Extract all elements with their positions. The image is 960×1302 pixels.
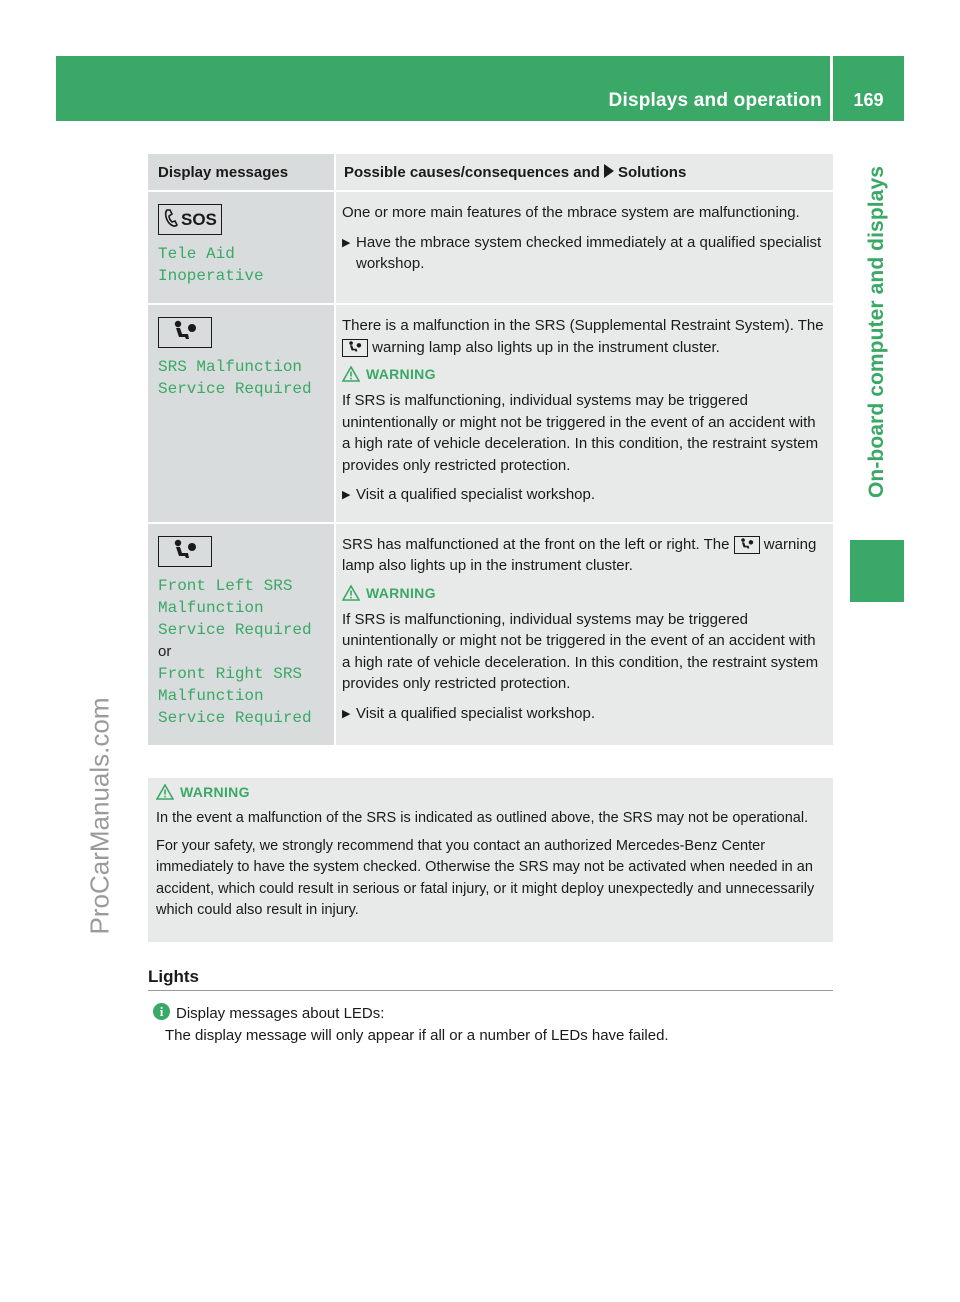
header-divider [830, 56, 833, 121]
display-messages-table [148, 154, 833, 747]
info-note [148, 1003, 833, 1047]
info-text-line: The display message will only appear if all or a number of LEDs have failed. [165, 1027, 669, 1044]
info-text-line: Display messages about LEDs: [176, 1005, 385, 1022]
sos-icon-label: SOS [181, 210, 217, 229]
cause-text-post: warning lamp also lights up in the instrument cluster. [372, 338, 720, 356]
solutions-arrow-icon [604, 164, 614, 178]
srs-warning-lamp-icon [158, 317, 212, 348]
warning-heading [342, 366, 827, 382]
warning-paragraph: For your safety, we strongly recommend that you contact an authorized Mercedes-Benz Center immediately to have the system checked. Otherwise the SRS may not be activated when needed in an accident, which could result in serious or fatal injury, or it might deploy unexpectedly and unnecessarily which could also result in injury. [156, 837, 815, 918]
display-message-line: Inoperative [158, 267, 264, 285]
step-arrow-icon: ▶ [342, 707, 351, 720]
table-row [148, 305, 833, 524]
warning-label: WARNING [180, 784, 250, 800]
warning-paragraph: In the event a malfunction of the SRS is indicated as outlined above, the SRS may not be operational. [156, 810, 809, 826]
col-causes-header-pre: Possible causes/consequences and [344, 164, 600, 181]
section-divider [148, 990, 833, 991]
srs-warning-lamp-icon [158, 536, 212, 567]
warning-label: WARNING [366, 366, 436, 382]
warning-triangle-icon [342, 366, 360, 382]
cause-text: One or more main features of the mbrace system are malfunctioning. [342, 204, 800, 221]
col-causes-header [336, 154, 833, 190]
side-marker-block [850, 540, 904, 602]
side-chapter-title: On-board computer and displays [865, 165, 888, 499]
cause-text [342, 534, 827, 577]
warning-triangle-icon [156, 784, 174, 800]
srs-warning-box [148, 778, 833, 942]
or-text: or [158, 642, 172, 660]
table-row [148, 524, 833, 747]
solution-step [342, 484, 827, 506]
causes-cell [336, 524, 833, 745]
info-icon: i [153, 1003, 170, 1020]
display-message-line: Service Required [158, 708, 312, 727]
display-message-line: SRS Malfunction [158, 358, 303, 376]
cause-text-pre: SRS has malfunctioned at the front on the left or right. The [342, 535, 730, 553]
display-message-cell [148, 524, 334, 745]
display-message-line: Front Right SRS [158, 664, 303, 683]
cause-text-pre: There is a malfunction in the SRS (Supplemental Restraint System). The [342, 317, 824, 334]
sos-phone-icon [158, 204, 222, 235]
display-message-cell [148, 192, 334, 303]
table-header-row [148, 154, 833, 192]
causes-cell [336, 305, 833, 522]
display-message-line: Malfunction [158, 686, 264, 705]
display-message-line: Malfunction [158, 598, 264, 617]
warning-text: If SRS is malfunctioning, individual systems may be triggered unintentionally or might not be triggered in the event of an accident with a high rate of vehicle deceleration. In this condition, the restraint system provides only restricted protection. [342, 392, 819, 474]
watermark: ProCarManuals.com [84, 697, 115, 935]
step-arrow-icon: ▶ [342, 489, 351, 501]
warning-text: If SRS is malfunctioning, individual systems may be triggered unintentionally or might not be triggered in the event of an accident with a high rate of vehicle deceleration. In this condition, the restraint system provides only restricted protection. [342, 610, 819, 692]
srs-warning-lamp-icon [734, 536, 760, 554]
display-message-line: Tele Aid [158, 245, 235, 263]
solution-step [342, 703, 827, 725]
cause-text-post: warning lamp also lights up in the instrument cluster. [342, 535, 817, 574]
col-causes-header-post: Solutions [617, 164, 687, 181]
warning-heading [342, 585, 827, 601]
page-section-title: Displays and operation [608, 90, 822, 111]
warning-triangle-icon [342, 585, 360, 601]
display-message-line: Service Required [158, 620, 312, 639]
lights-heading: Lights [148, 967, 199, 986]
display-message-line: Service Required [158, 380, 312, 398]
causes-cell [336, 192, 833, 303]
step-arrow-icon: ▶ [342, 236, 351, 249]
page-number: 169 [853, 90, 884, 110]
solution-step [342, 232, 827, 275]
warning-heading [156, 784, 825, 800]
col-display-messages-header: Display messages [148, 154, 334, 190]
cause-text [342, 315, 827, 358]
display-message-cell [148, 305, 334, 522]
srs-warning-lamp-icon [342, 339, 368, 357]
display-message-line: Front Left SRS [158, 576, 293, 595]
step-text: Have the mbrace system checked immediately at a qualified specialist workshop. [356, 233, 822, 272]
table-row [148, 192, 833, 305]
step-text: Visit a qualified specialist workshop. [356, 704, 596, 722]
step-text: Visit a qualified specialist workshop. [356, 486, 596, 503]
warning-label: WARNING [366, 584, 436, 601]
